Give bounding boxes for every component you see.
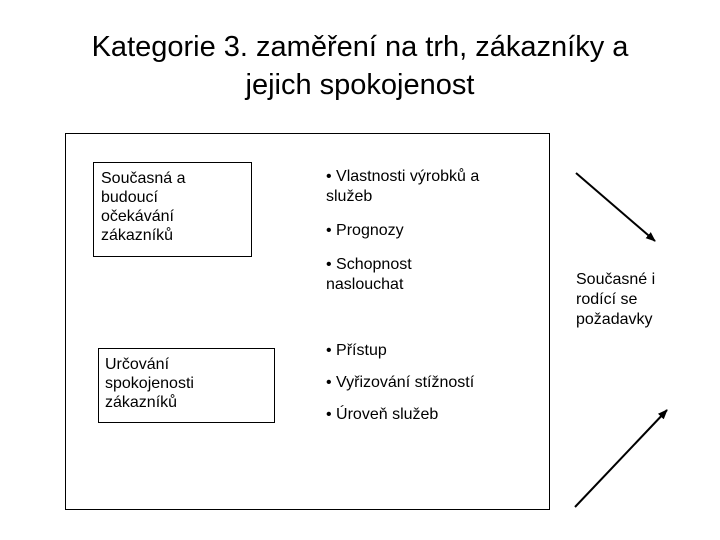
box-line: zákazníků: [101, 227, 174, 244]
arrow-up-right-icon: [575, 410, 667, 507]
bullet-line: • Úroveň služeb: [326, 406, 439, 423]
box-line: Současná a: [101, 170, 186, 187]
box-line: Určování: [105, 356, 170, 373]
bullet-line: • Přístup: [326, 342, 387, 359]
box-line: spokojenosti: [105, 375, 194, 392]
bullet-line: • Prognozy: [326, 222, 404, 239]
side-label-line: Současné i: [576, 271, 656, 288]
title-line-2: jejich spokojenost: [245, 69, 475, 101]
bullet-line: služeb: [326, 188, 373, 205]
box-line: zákazníků: [105, 394, 178, 411]
box-line: očekávání: [101, 208, 174, 225]
bullet-line: • Vlastnosti výrobků a: [326, 168, 480, 185]
side-label-line: požadavky: [576, 311, 653, 328]
bullet-line: naslouchat: [326, 276, 404, 293]
side-label-line: rodící se: [576, 291, 638, 308]
arrow-down-right-icon: [576, 173, 655, 241]
box-line: budoucí: [101, 189, 158, 206]
bullet-line: • Schopnost: [326, 256, 412, 273]
bullet-line: • Vyřizování stížností: [326, 374, 475, 391]
title-line-1: Kategorie 3. zaměření na trh, zákazníky a: [91, 31, 629, 63]
